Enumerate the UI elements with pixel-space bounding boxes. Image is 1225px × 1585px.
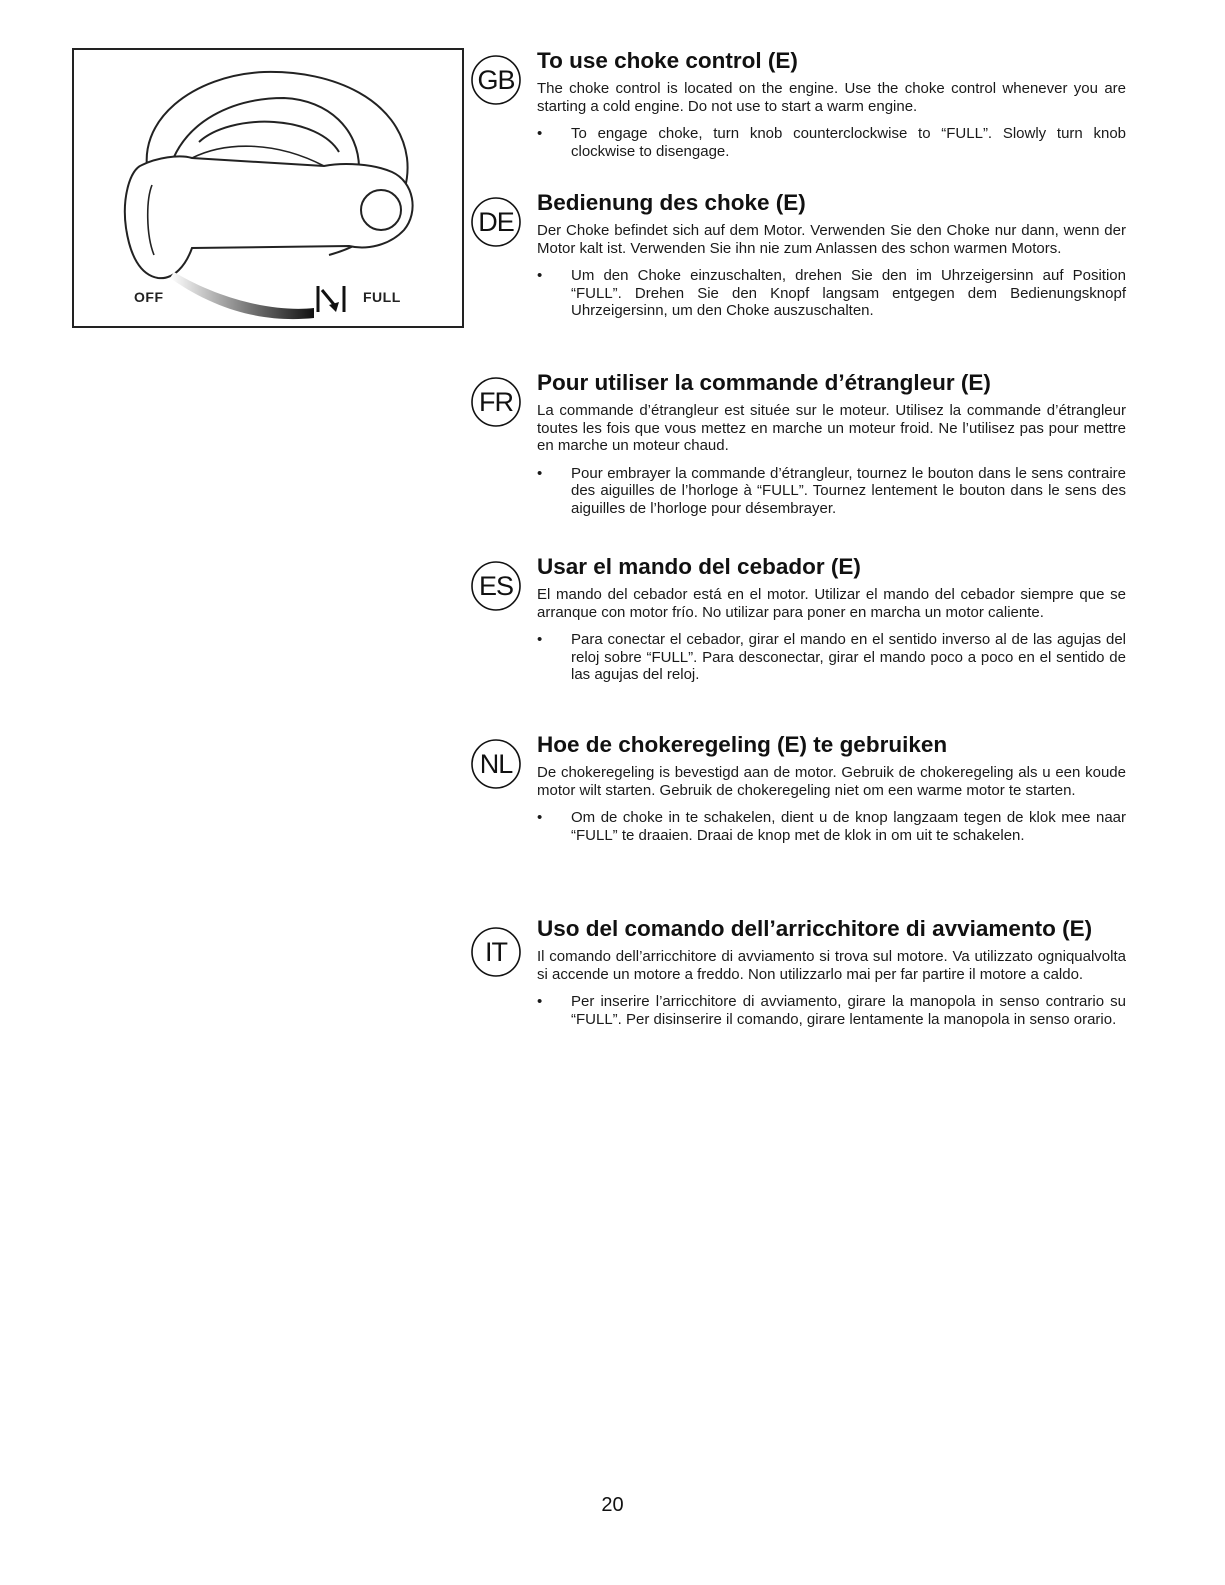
- bullet-icon: •: [537, 809, 543, 827]
- section-paragraph: The choke control is located on the engine. Use the choke control whenever you are starting a cold engine. Do not use to start a warm engine.: [537, 80, 1126, 115]
- section-heading: Uso del comando dell’arricchitore di avviamento (E): [537, 916, 1093, 941]
- bullet-icon: •: [537, 464, 543, 482]
- section-paragraph: De chokeregeling is bevestigd aan de motor. Gebruik de chokeregeling als u een koude motor wilt starten. Gebruik de chokeregeling niet om een warme motor te starten.: [537, 764, 1126, 799]
- language-badge-es: ES: [470, 560, 522, 612]
- page-number: 20: [601, 1494, 624, 1516]
- language-badge-gb: GB: [470, 54, 522, 106]
- choke-knob-illustration: [72, 48, 464, 328]
- bullet-icon: •: [537, 267, 543, 285]
- language-badge-nl: NL: [470, 738, 522, 790]
- bullet-icon: •: [537, 631, 543, 649]
- section-heading: Usar el mando del cebador (E): [537, 554, 861, 579]
- bullet-item: • Um den Choke einzuschalten, drehen Sie den im Uhrzeigersinn auf Position “FULL”. Drehen Sie den Knopf langsam entgegen dem Bedienungsknopf Uhrzeigersinn, um den Choke auszuschalten.: [537, 267, 1126, 320]
- choke-knob-drawing: [74, 50, 462, 326]
- language-badge-de: DE: [470, 196, 522, 248]
- bullet-icon: •: [537, 993, 543, 1011]
- section-it: [470, 916, 1126, 1028]
- section-paragraph: El mando del cebador está en el motor. Utilizar el mando del cebador siempre que se arranque con motor frío. No utilizar para poner en marcha un motor caliente.: [537, 586, 1126, 621]
- bullet-item: • To engage choke, turn knob counterclockwise to “FULL”. Slowly turn knob clockwise to disengage.: [537, 125, 1126, 160]
- language-badge-fr: FR: [470, 376, 522, 428]
- off-label: OFF: [134, 289, 164, 305]
- section-fr: [470, 370, 1126, 518]
- section-heading: To use choke control (E): [537, 48, 798, 73]
- language-badge-it: IT: [470, 926, 522, 978]
- section-nl: [470, 732, 1126, 844]
- section-gb: [470, 48, 1126, 160]
- section-paragraph: Der Choke befindet sich auf dem Motor. Verwenden Sie den Choke nur dann, wenn der Motor kalt ist. Verwenden Sie ihn nie zum Anlassen des schon warmen Motors.: [537, 222, 1126, 257]
- section-paragraph: Il comando dell’arricchitore di avviamento si trova sul motore. Va utilizzato ogniqualvolta si accende un motore a freddo. Non utilizzarlo mai per far partire il motore a caldo.: [537, 948, 1126, 983]
- section-paragraph: La commande d’étrangleur est située sur le moteur. Utilisez la commande d’étrangleur toutes les fois que vous mettez en marche un moteur froid. Ne l’utilisez pas pour mettre en marche un moteur chaud.: [537, 402, 1126, 455]
- bullet-item: • Pour embrayer la commande d’étrangleur, tournez le bouton dans le sens contraire des aiguilles de l’horloge à “FULL”. Tournez lentement le bouton dans le sens des aiguilles de l’horloge pour désembrayer.: [537, 464, 1126, 517]
- bullet-item: • Per inserire l’arricchitore di avviamento, girare la manopola in senso contrario su “FULL”. Per disinserire il comando, girare lentamente la manopola in senso orario.: [537, 993, 1126, 1028]
- section-de: [470, 190, 1126, 320]
- section-heading: Bedienung des choke (E): [537, 190, 806, 215]
- section-es: [470, 554, 1126, 684]
- bullet-icon: •: [537, 125, 543, 143]
- section-heading: Pour utiliser la commande d’étrangleur (E): [537, 370, 991, 395]
- bullet-item: • Para conectar el cebador, girar el mando en el sentido inverso al de las agujas del reloj sobre “FULL”. Para desconectar, girar el mando poco a poco en el sentido de las agujas del reloj.: [537, 631, 1126, 684]
- section-heading: Hoe de chokeregeling (E) te gebruiken: [537, 732, 948, 757]
- bullet-item: • Om de choke in te schakelen, dient u de knop langzaam tegen de klok mee naar “FULL” te draaien. Draai de knop met de klok in om uit te schakelen.: [537, 809, 1126, 844]
- full-label: FULL: [363, 289, 401, 305]
